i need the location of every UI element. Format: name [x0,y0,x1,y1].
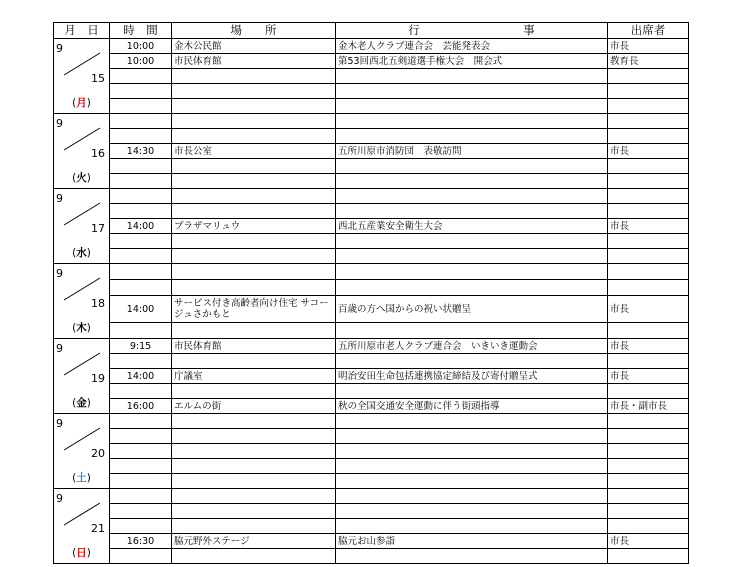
attendee-cell: 市長 [608,144,689,159]
attendee-cell: 市長 [608,219,689,234]
place-cell [172,429,336,444]
place-cell [172,69,336,84]
attendee-cell: 市長 [608,296,689,323]
header-event: 行 事 [336,23,608,39]
attendee-cell [608,249,689,264]
table-row [54,69,689,84]
event-cell [336,69,608,84]
attendee-cell [608,429,689,444]
event-cell [336,384,608,399]
place-cell [172,189,336,204]
time-cell: 14:00 [110,219,172,234]
place-cell [172,159,336,174]
time-cell [110,129,172,144]
table-row [54,234,689,249]
table-row [54,264,689,280]
date-cell [54,339,110,414]
date-cell [54,189,110,264]
place-cell: 市民体育館 [172,54,336,69]
attendee-cell [608,84,689,99]
event-cell [336,114,608,129]
weekday-char: 月 [76,97,87,109]
table-row [54,280,689,296]
time-cell: 10:00 [110,39,172,54]
time-cell [110,489,172,504]
schedule-sheet [53,22,688,559]
attendee-cell [608,129,689,144]
date-day: 20 [91,447,105,460]
attendee-cell [608,549,689,564]
weekday-label: (金) [72,397,91,409]
table-row [54,384,689,399]
table-row [54,339,689,354]
event-cell [336,84,608,99]
event-cell [336,323,608,339]
time-cell [110,549,172,564]
event-cell [336,474,608,489]
event-cell [336,489,608,504]
event-cell: 明治安田生命包括連携協定締結及び寄付贈呈式 [336,369,608,384]
table-row [54,296,689,323]
table-row [54,429,689,444]
attendee-cell [608,384,689,399]
weekday-label: (土) [72,472,91,484]
event-cell [336,234,608,249]
time-cell [110,354,172,369]
attendee-cell [608,204,689,219]
table-row [54,204,689,219]
event-cell [336,519,608,534]
attendee-cell [608,189,689,204]
attendee-cell [608,354,689,369]
date-day: 17 [91,222,105,235]
attendee-cell [608,474,689,489]
weekday-char: 木 [76,322,87,334]
time-cell [110,429,172,444]
place-cell [172,384,336,399]
table-row [54,99,689,114]
weekday-char: 水 [76,247,87,259]
weekday-char: 土 [76,472,87,484]
attendee-cell [608,444,689,459]
date-month: 9 [56,267,63,280]
place-cell [172,84,336,99]
event-cell [336,414,608,429]
place-cell: エルムの街 [172,399,336,414]
date-day: 21 [91,522,105,535]
attendee-cell: 市長 [608,369,689,384]
attendee-cell [608,459,689,474]
event-cell: 秋の全国交通安全運動に伴う街頭指導 [336,399,608,414]
place-cell: サービス付き高齢者向け住宅 サコージュさかもと [172,296,336,323]
date-day: 18 [91,297,105,310]
place-cell [172,504,336,519]
table-row [54,84,689,99]
time-cell: 16:30 [110,534,172,549]
table-row [54,399,689,414]
time-cell [110,99,172,114]
weekday-label: (日) [72,547,91,559]
date-month: 9 [56,492,63,505]
time-cell [110,384,172,399]
table-row [54,249,689,264]
event-cell: 五所川原市老人クラブ連合会 いきいき運動会 [336,339,608,354]
event-cell [336,264,608,280]
time-cell [110,204,172,219]
table-row [54,414,689,429]
date-month: 9 [56,417,63,430]
time-cell: 14:00 [110,369,172,384]
date-cell [54,489,110,564]
time-cell [110,444,172,459]
weekday-char: 金 [76,397,87,409]
attendee-cell [608,504,689,519]
place-cell [172,549,336,564]
event-cell: 五所川原市消防団 表敬訪問 [336,144,608,159]
date-cell [54,414,110,489]
header-date: 月 日 [54,23,110,39]
attendee-cell: 教育長 [608,54,689,69]
time-cell: 9:15 [110,339,172,354]
attendee-cell: 市長・副市長 [608,399,689,414]
place-cell [172,323,336,339]
time-cell [110,249,172,264]
time-cell [110,474,172,489]
time-cell [110,174,172,189]
event-cell [336,459,608,474]
event-cell [336,549,608,564]
table-row [54,474,689,489]
date-cell [54,39,110,114]
weekday-char: 火 [76,172,87,184]
place-cell: 金木公民館 [172,39,336,54]
time-cell [110,69,172,84]
place-cell [172,204,336,219]
weekday-label: (水) [72,247,91,259]
place-cell [172,489,336,504]
time-cell [110,189,172,204]
table-row [54,504,689,519]
event-cell [336,504,608,519]
time-cell: 14:00 [110,296,172,323]
table-row [54,129,689,144]
event-cell: 第53回西北五剣道選手権大会 開会式 [336,54,608,69]
date-cell [54,114,110,189]
date-cell [54,264,110,339]
place-cell: 市長公室 [172,144,336,159]
schedule-table [53,22,689,564]
table-row [54,369,689,384]
event-cell [336,99,608,114]
time-cell [110,414,172,429]
time-cell [110,84,172,99]
attendee-cell [608,99,689,114]
table-row [54,354,689,369]
place-cell [172,280,336,296]
date-month: 9 [56,192,63,205]
table-row [54,489,689,504]
date-month: 9 [56,342,63,355]
place-cell [172,99,336,114]
attendee-cell [608,159,689,174]
weekday-label: (木) [72,322,91,334]
place-cell: 脇元野外ステージ [172,534,336,549]
attendee-cell [608,414,689,429]
time-cell [110,519,172,534]
table-row [54,323,689,339]
event-cell [336,249,608,264]
event-cell: 西北五産業安全衛生大会 [336,219,608,234]
table-row [54,189,689,204]
table-row [54,174,689,189]
place-cell [172,129,336,144]
table-row [54,219,689,234]
time-cell [110,504,172,519]
header-place: 場 所 [172,23,336,39]
event-cell [336,204,608,219]
place-cell [172,459,336,474]
event-cell [336,129,608,144]
table-row [54,459,689,474]
event-cell [336,429,608,444]
attendee-cell [608,174,689,189]
time-cell [110,459,172,474]
attendee-cell [608,489,689,504]
event-cell [336,159,608,174]
place-cell: プラザマリュウ [172,219,336,234]
place-cell [172,444,336,459]
time-cell: 16:00 [110,399,172,414]
header-attendee: 出席者 [608,23,689,39]
date-day: 19 [91,372,105,385]
place-cell: 市民体育館 [172,339,336,354]
date-month: 9 [56,117,63,130]
weekday-label: (火) [72,172,91,184]
place-cell [172,114,336,129]
header-row [54,23,689,39]
place-cell [172,354,336,369]
attendee-cell: 市長 [608,339,689,354]
time-cell [110,280,172,296]
place-cell [172,249,336,264]
attendee-cell [608,114,689,129]
event-cell [336,444,608,459]
place-cell [172,264,336,280]
event-cell: 百歳の方へ国からの祝い状贈呈 [336,296,608,323]
place-cell [172,174,336,189]
place-cell [172,414,336,429]
event-cell [336,189,608,204]
attendee-cell: 市長 [608,534,689,549]
table-row [54,549,689,564]
event-cell [336,280,608,296]
table-row [54,444,689,459]
attendee-cell [608,519,689,534]
schedule-body [54,39,689,564]
weekday-char: 日 [76,547,87,559]
time-cell [110,323,172,339]
attendee-cell [608,280,689,296]
place-cell [172,474,336,489]
time-cell: 10:00 [110,54,172,69]
event-cell: 金木老人クラブ連合会 芸能発表会 [336,39,608,54]
time-cell [110,264,172,280]
weekday-label: (月) [72,97,91,109]
attendee-cell [608,69,689,84]
time-cell [110,114,172,129]
place-cell: 庁議室 [172,369,336,384]
table-row [54,144,689,159]
place-cell [172,519,336,534]
attendee-cell [608,234,689,249]
place-cell [172,234,336,249]
table-row [54,54,689,69]
table-row [54,534,689,549]
attendee-cell [608,264,689,280]
date-month: 9 [56,42,63,55]
table-row [54,114,689,129]
date-day: 15 [91,72,105,85]
header-time: 時 間 [110,23,172,39]
event-cell [336,174,608,189]
date-day: 16 [91,147,105,160]
table-row [54,159,689,174]
table-row [54,519,689,534]
event-cell: 脇元お山参詣 [336,534,608,549]
table-row [54,39,689,54]
attendee-cell [608,323,689,339]
time-cell: 14:30 [110,144,172,159]
event-cell [336,354,608,369]
time-cell [110,159,172,174]
attendee-cell: 市長 [608,39,689,54]
time-cell [110,234,172,249]
